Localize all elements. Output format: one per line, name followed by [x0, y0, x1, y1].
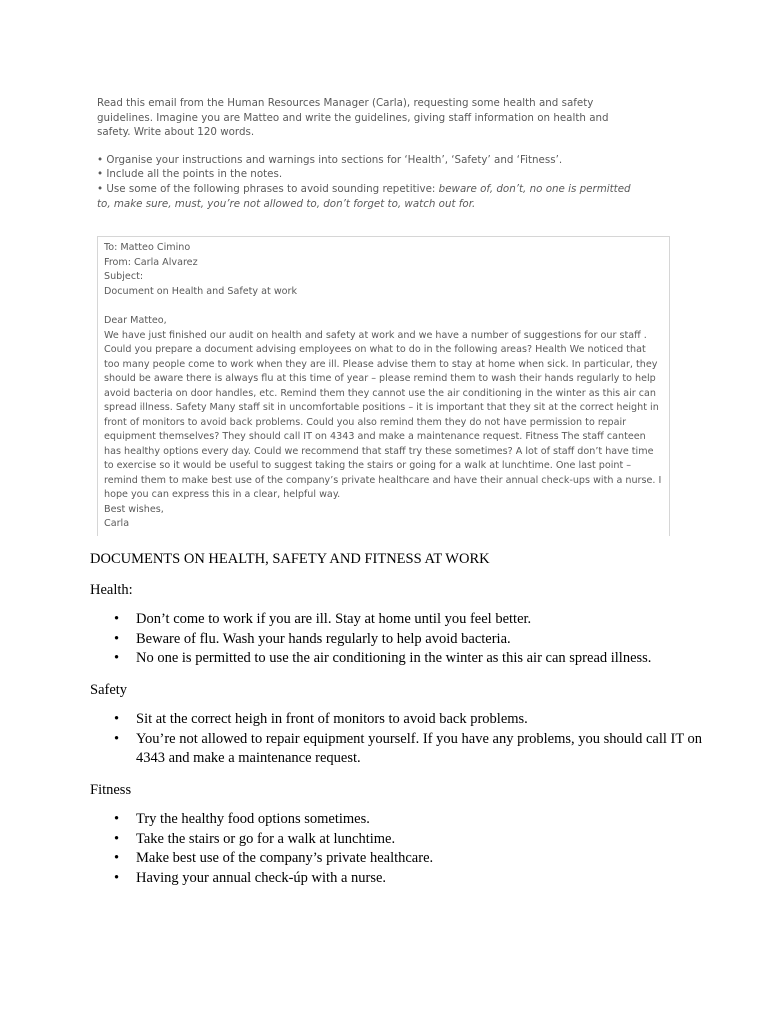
list-item	[90, 610, 710, 630]
email-from: From: Carla Alvarez	[104, 256, 198, 268]
health-list	[90, 610, 710, 669]
task-intro: Read this email from the Human Resources Manager (Carla), requesting some health and safety guidelines. Imagine you are Matteo and write the guidelines, giving staff information on health and safety. Write about 120 words.	[97, 97, 609, 139]
section-heading-health: Health:	[90, 581, 133, 598]
list-item-text: You’re not allowed to repair equipment yourself. If you have any problems, you should call IT on 4343 and make a maintenance request.	[136, 730, 703, 766]
safety-list	[90, 710, 710, 769]
list-item	[90, 830, 710, 850]
email-signoff: Best wishes,	[104, 503, 164, 515]
email-body: We have just finished our audit on health and safety at work and we have a number of suggestions for our staff . Could you prepare a document advising employees on what to do in the following areas? Health We noticed that too many people come to work when they are ill. Please advise them to stay at home when sick. In particular, they should be aware there is always flu at this time of year – please remind them to wash their hands regularly to help avoid bacteria on door handles, etc. Remind them they cannot use the air conditioning in the winter as this air can spread illness. Safety Many staff sit in uncomfortable positions – it is important that they sit at the correct height in front of monitors to avoid back problems. Could you also remind them they do not have permission to repair equipment themselves? They should call IT on 4343 and make a maintenance request. Fitness The staff canteen has healthy options every day. Could we recommend that staff try these sometimes? A lot of staff don’t have time to exercise so it would be useful to suggest taking the stairs or going for a walk at lunchtime. One last point – remind them to make best use of the company’s private healthcare and have their annual check-ups with a nurse. I hope you can express this in a clear, helpful way.	[104, 329, 662, 500]
list-item-text: Beware of flu. Wash your hands regularly to help avoid bacteria.	[136, 630, 511, 647]
email-greeting: Dear Matteo,	[104, 315, 167, 326]
document-title: DOCUMENTS ON HEALTH, SAFETY AND FITNESS AT WORK	[90, 551, 490, 567]
section-heading-safety: Safety	[90, 681, 128, 698]
task-instructions	[97, 96, 637, 211]
bullet-icon: •	[114, 711, 120, 727]
list-item-text: No one is permitted to use the air conditioning in the winter as this air can spread illness.	[136, 650, 652, 666]
list-item	[90, 649, 710, 669]
list-item	[90, 630, 710, 650]
list-item	[90, 810, 710, 830]
list-item	[90, 710, 710, 730]
task-bullet-1: • Organise your instructions and warnings into sections for ‘Health’, ‘Safety’ and ‘Fitness’.	[97, 153, 563, 166]
email-to: To: Matteo Cimino	[104, 242, 191, 253]
task-bullet-3-text: • Use some of the following phrases to avoid sounding repetitive:	[97, 182, 439, 195]
task-phrases: beware of, don’t, no one is permitted to, make sure, must, you’re not allowed to, don’t forget to, watch out for.	[97, 182, 631, 210]
task-bullet-3	[97, 182, 637, 211]
email-signature: Carla	[104, 518, 130, 529]
list-item	[90, 730, 710, 769]
bullet-icon: •	[114, 650, 120, 666]
email-box	[97, 236, 670, 536]
list-item-text: Sit at the correct heigh in front of monitors to avoid back problems.	[136, 711, 528, 727]
list-item-text: Try the healthy food options sometimes.	[136, 811, 370, 827]
email-subject-value: Document on Health and Safety at work	[104, 285, 298, 297]
list-item-text: Having your annual check-úp with a nurse.	[136, 869, 387, 886]
list-item-text: Make best use of the company’s private healthcare.	[136, 850, 434, 866]
task-bullet-2: • Include all the points in the notes.	[97, 168, 283, 181]
bullet-icon: •	[114, 730, 120, 747]
list-item-text: Take the stairs or go for a walk at lunchtime.	[136, 830, 396, 847]
bullet-icon: •	[114, 811, 120, 827]
list-item	[90, 849, 710, 869]
list-item-text: Don’t come to work if you are ill. Stay at home until you feel better.	[136, 611, 532, 627]
email-subject-label: Subject:	[104, 271, 144, 282]
list-item	[90, 869, 710, 889]
fitness-list	[90, 810, 710, 888]
bullet-icon: •	[114, 830, 120, 847]
bullet-icon: •	[114, 869, 120, 886]
bullet-icon: •	[114, 630, 120, 647]
bullet-icon: •	[114, 611, 120, 627]
bullet-icon: •	[114, 850, 120, 866]
guidelines-document	[90, 550, 710, 900]
section-heading-fitness: Fitness	[90, 781, 132, 798]
